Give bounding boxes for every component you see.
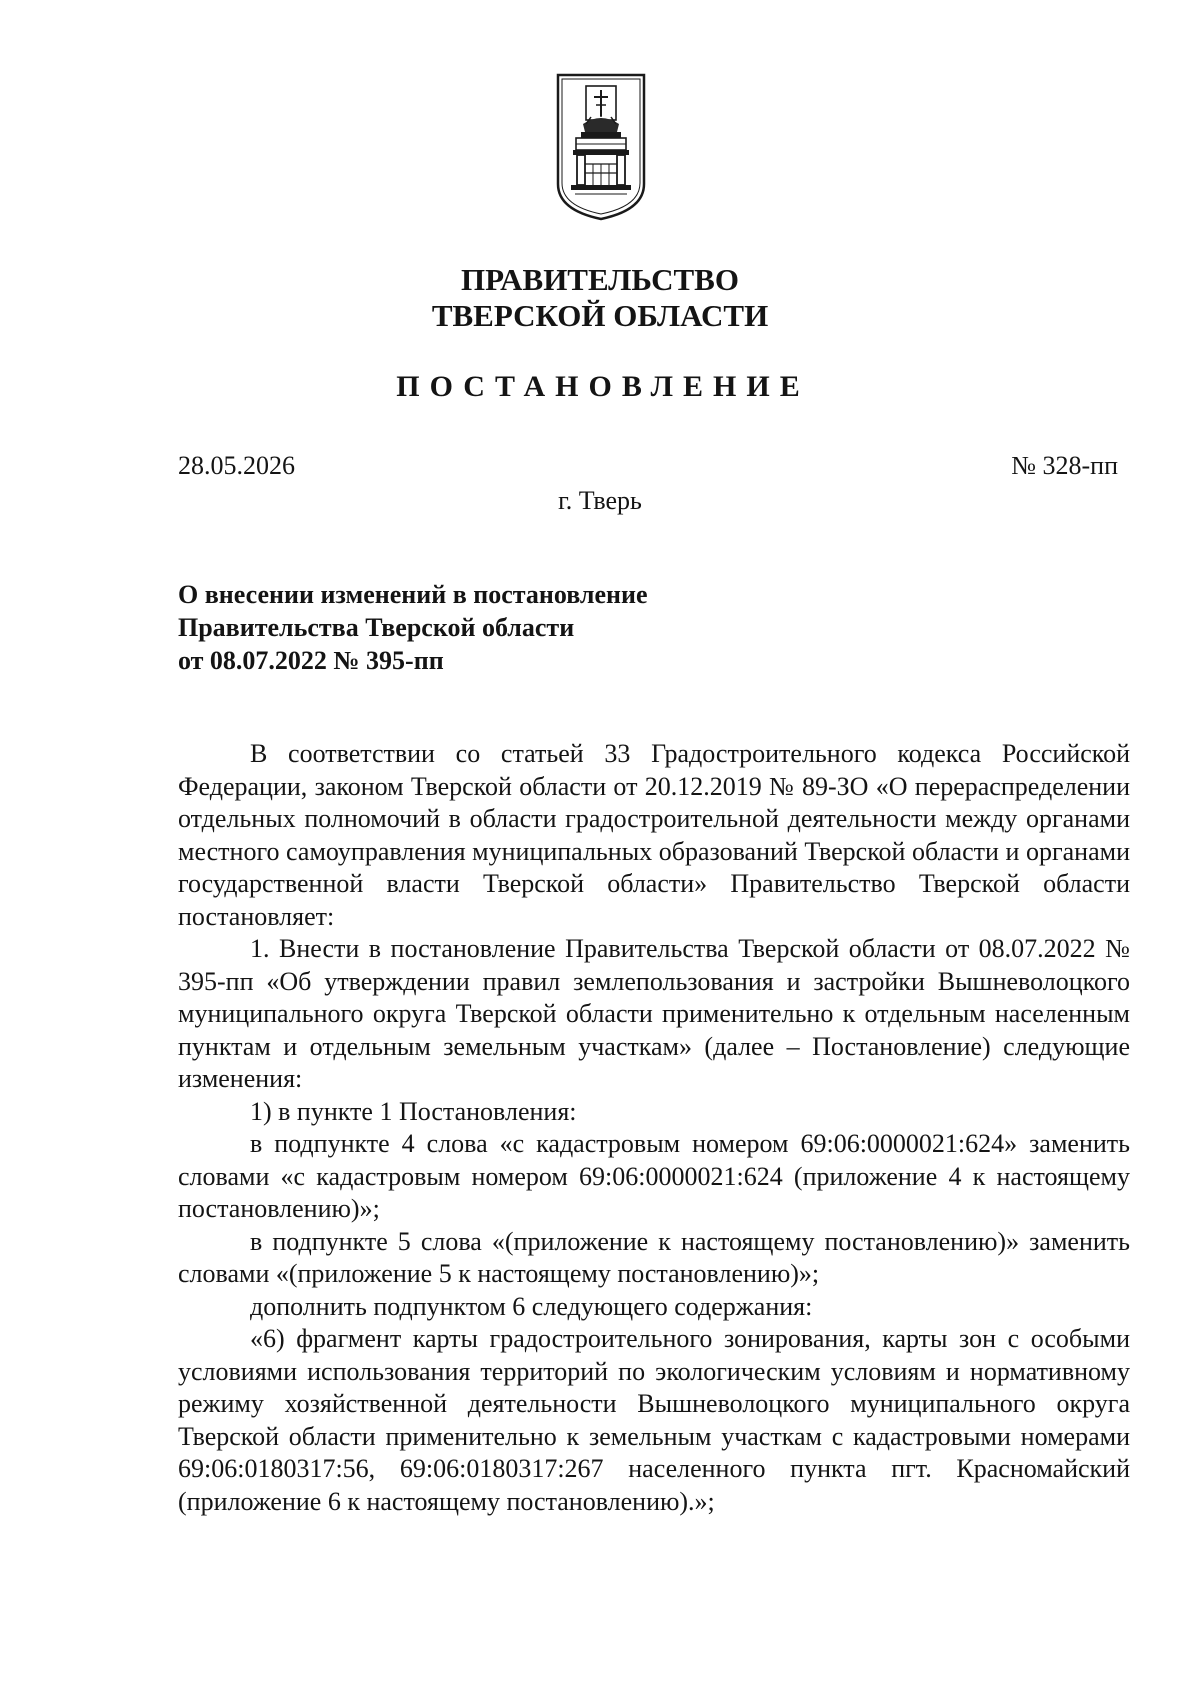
body-paragraph: в подпункте 5 слова «(приложение к настоящему постановлению)» заменить словами «(приложение 5 к настоящему постановлению)»; <box>178 1226 1130 1288</box>
subject-line: О внесении изменений в постановление <box>178 580 648 609</box>
organization-name-line2: ТВЕРСКОЙ ОБЛАСТИ <box>431 298 769 333</box>
document-type-title: ПОСТАНОВЛЕНИЕ <box>396 370 810 403</box>
organization-name-line1: ПРАВИТЕЛЬСТВО <box>461 262 739 297</box>
body-paragraph: в подпункте 4 слова «с кадастровым номером 69:06:0000021:624» заменить словами «с кадастровым номером 69:06:0000021:624 (приложение 4 к настоящему постановлению)»; <box>178 1129 1130 1223</box>
body-paragraph: 1) в пункте 1 Постановления: <box>250 1096 577 1126</box>
document-date: 28.05.2026 <box>178 451 295 480</box>
document-body <box>178 738 1130 1518</box>
body-paragraph: дополнить подпунктом 6 следующего содержания: <box>250 1291 813 1321</box>
body-paragraph: В соответствии со статьей 33 Градостроительного кодекса Российской Федерации, законом Тверской области от 20.12.2019 № 89-ЗО «О перераспределении отдельных полномочий в области градостроительной деятельности между органами местного самоуправления муниципальных образований Тверской области и органами государственной власти Тверской области» Правительство Тверской области постановляет: <box>178 739 1130 931</box>
document-subject <box>178 578 648 677</box>
document-number: № 328-пп <box>1011 451 1118 480</box>
subject-line: от 08.07.2022 № 395-пп <box>178 646 444 675</box>
subject-line: Правительства Тверской области <box>178 613 575 642</box>
body-paragraph: 1. Внести в постановление Правительства Тверской области от 08.07.2022 № 395-пп «Об утверждении правил землепользования и застройки Вышневолоцкого муниципального округа Тверской области применительно к отдельным населенным пунктам и отдельным земельным участкам» (далее – Постановление) следующие изменения: <box>178 934 1130 1093</box>
document-city: г. Тверь <box>558 486 642 515</box>
body-paragraph: «6) фрагмент карты градостроительного зонирования, карты зон с особыми условиями использования территорий по экологическим условиям и нормативному режиму хозяйственной деятельности Вышневолоцкого муниципального округа Тверской области применительно к земельным участкам с кадастровыми номерами 69:06:0180317:56, 69:06:0180317:267 населенного пункта пгт. Красномайский (приложение 6 к настоящему постановлению).»; <box>178 1324 1130 1516</box>
coat-of-arms-icon <box>555 72 647 222</box>
